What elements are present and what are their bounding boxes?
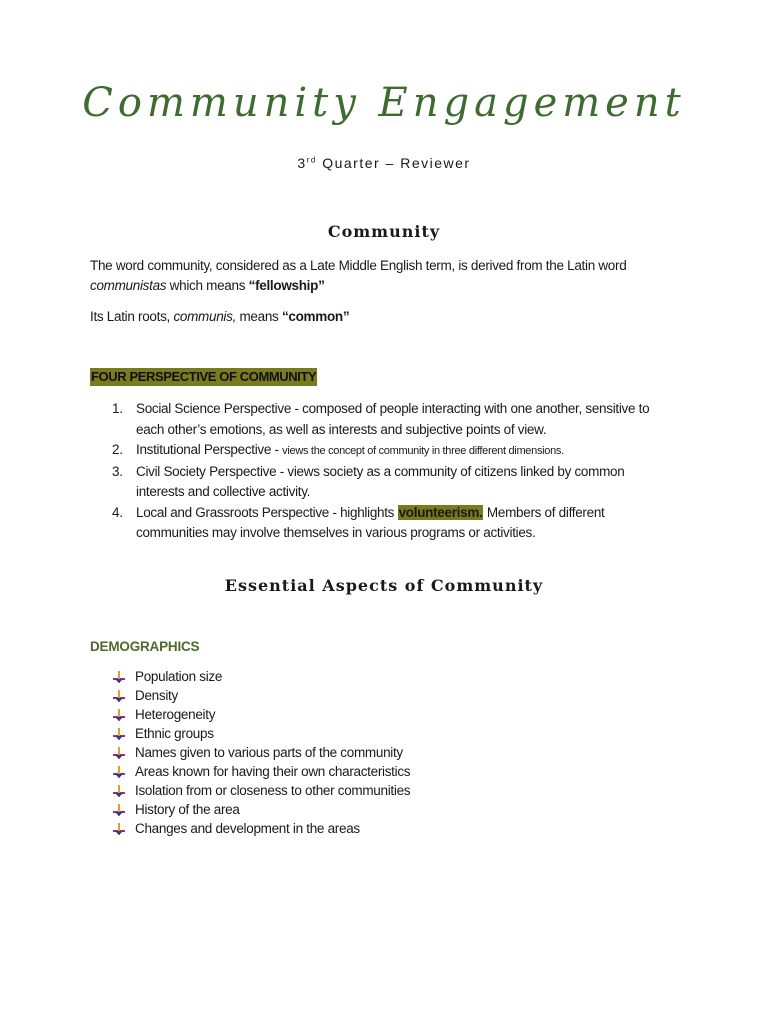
list-item-text: Areas known for having their own characteristics (135, 764, 411, 779)
list-item-text: Ethnic groups (135, 726, 214, 741)
document-title: Community Engagement (82, 80, 686, 126)
arrow-down-bullet-icon (112, 765, 126, 779)
subtitle-text: Quarter – Reviewer (316, 155, 471, 171)
arrow-down-bullet-icon (112, 727, 126, 741)
arrow-down-bullet-icon (112, 708, 126, 722)
demographics-heading: DEMOGRAPHICS (90, 639, 200, 654)
perspectives-list (110, 399, 670, 544)
list-item (112, 781, 532, 800)
list-item (112, 819, 532, 838)
list-item-text: Civil Society Perspective - views society as a community of citizens linked by common interests and collective activity. (136, 463, 625, 499)
list-item (110, 440, 670, 462)
roots-meaning: “common” (281, 309, 350, 324)
definition-text-2: which means (166, 278, 249, 293)
essential-aspects-heading: Essential Aspects of Community (224, 576, 544, 595)
list-item-text: Heterogeneity (135, 707, 216, 722)
list-item (112, 705, 532, 724)
demographics-list (112, 667, 532, 838)
subtitle-number: 3 (297, 155, 307, 171)
list-item-text: Local and Grassroots Perspective - highlights (136, 504, 398, 520)
list-item (112, 667, 532, 686)
list-number: 2. (112, 442, 123, 457)
community-heading: Community (327, 222, 441, 241)
list-item (112, 724, 532, 743)
list-item-text-2: Members of different communities may involve themselves in various programs or activities. (136, 504, 605, 540)
list-number: 3. (112, 463, 123, 479)
list-item-text-small: views the concept of community in three different dimensions. (282, 445, 564, 457)
list-item (112, 762, 532, 781)
roots-text: Its Latin roots, (90, 309, 174, 324)
arrow-down-bullet-icon (112, 746, 126, 760)
list-item-text: Isolation from or closeness to other communities (135, 783, 411, 798)
roots-text-2: means (236, 309, 282, 324)
definition-latin-word: communistas (90, 278, 167, 293)
community-definition (90, 256, 670, 296)
arrow-down-bullet-icon (112, 670, 126, 684)
list-item (110, 399, 670, 440)
arrow-down-bullet-icon (112, 784, 126, 798)
arrow-down-bullet-icon (112, 803, 126, 817)
arrow-down-bullet-icon (112, 689, 126, 703)
list-item-text: Population size (135, 669, 223, 684)
list-number: 4. (112, 504, 123, 520)
list-item (110, 462, 670, 503)
document-subtitle (0, 155, 768, 171)
roots-latin-word: communis, (173, 309, 237, 324)
highlighted-word: volunteerism. (398, 504, 483, 520)
list-item (110, 503, 670, 544)
list-item-text: History of the area (135, 802, 240, 817)
latin-roots (90, 307, 670, 327)
list-item (112, 743, 532, 762)
list-item (112, 686, 532, 705)
list-item-text: Density (135, 688, 178, 703)
list-item-text: Social Science Perspective - composed of people interacting with one another, sensitive to each other’s emotions, as well as interests and subjective points of view. (136, 401, 650, 437)
four-perspectives-heading: FOUR PERSPECTIVE OF COMMUNITY (91, 369, 317, 384)
list-item-text: Institutional Perspective - (136, 442, 283, 457)
definition-text: The word community, considered as a Late Middle English term, is derived from the Latin word (90, 258, 627, 273)
list-item-text: Names given to various parts of the community (135, 745, 403, 760)
definition-meaning: “fellowship” (248, 278, 325, 293)
list-item-text: Changes and development in the areas (135, 821, 360, 836)
list-item (112, 800, 532, 819)
arrow-down-bullet-icon (112, 822, 126, 836)
list-number: 1. (112, 401, 123, 416)
subtitle-ordinal: rd (306, 155, 317, 165)
